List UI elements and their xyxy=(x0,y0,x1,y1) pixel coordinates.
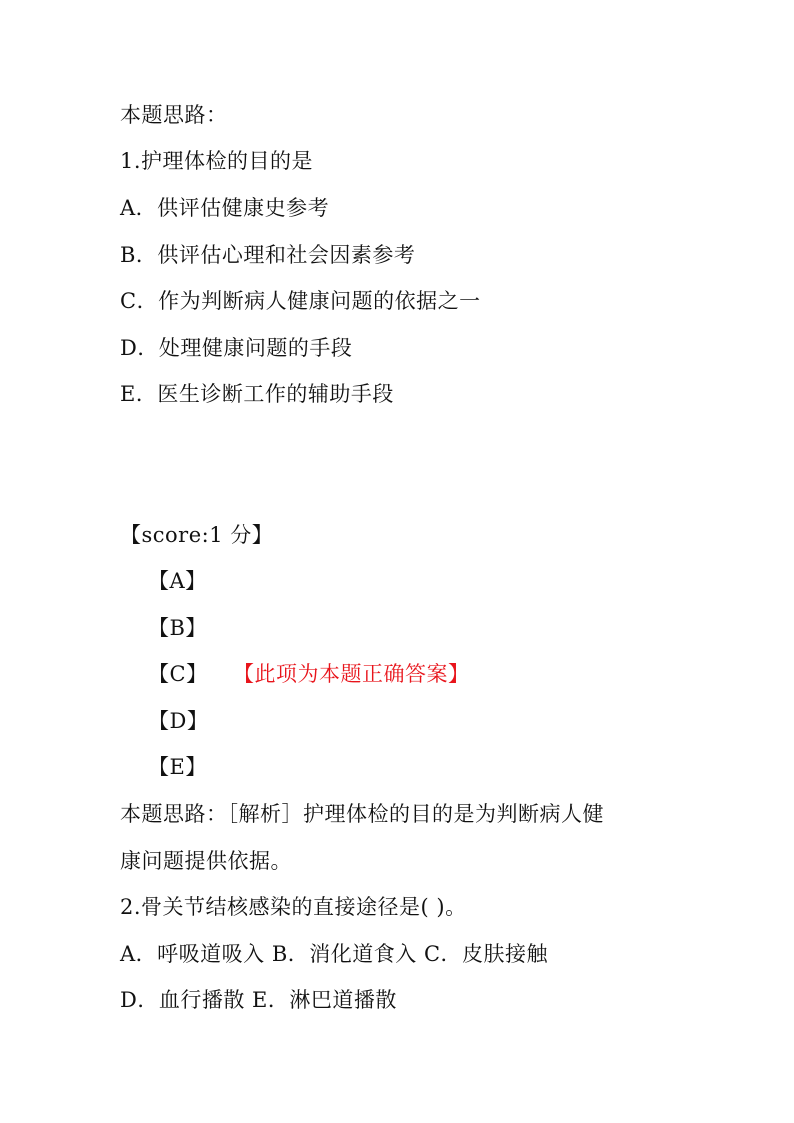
q1-option-b: B．供评估心理和社会因素参考 xyxy=(120,243,416,267)
q1-option-a: A．供评估健康史参考 xyxy=(120,196,330,220)
answer-b: 【B】 xyxy=(148,616,207,640)
q1-option-c: C．作为判断病人健康问题的依据之一 xyxy=(120,289,481,313)
answer-a: 【A】 xyxy=(148,569,207,593)
q1-option-d: D．处理健康问题的手段 xyxy=(120,336,353,360)
q1-intro: 本题思路： xyxy=(120,103,228,127)
q1-option-e: E．医生诊断工作的辅助手段 xyxy=(120,382,394,406)
q1-question: 1.护理体检的目的是 xyxy=(120,149,314,173)
answer-d: 【D】 xyxy=(148,709,209,733)
answer-e: 【E】 xyxy=(148,755,207,779)
q2-options-line-2: D．血行播散 E．淋巴道播散 xyxy=(120,988,397,1012)
explanation-line-2: 康问题提供依据。 xyxy=(120,849,292,873)
answer-c-row xyxy=(148,660,548,688)
correct-answer-marker: 【此项为本题正确答案】 xyxy=(233,662,470,686)
score-label: 【score:1 分】 xyxy=(120,523,274,547)
explanation-line-1: 本题思路：［解析］护理体检的目的是为判断病人健 xyxy=(120,802,604,826)
q2-options-line-1: A．呼吸道吸入 B．消化道食入 C．皮肤接触 xyxy=(120,942,549,966)
q2-question: 2.骨关节结核感染的直接途径是( )。 xyxy=(120,895,467,919)
answer-c: 【C】 xyxy=(148,662,208,686)
